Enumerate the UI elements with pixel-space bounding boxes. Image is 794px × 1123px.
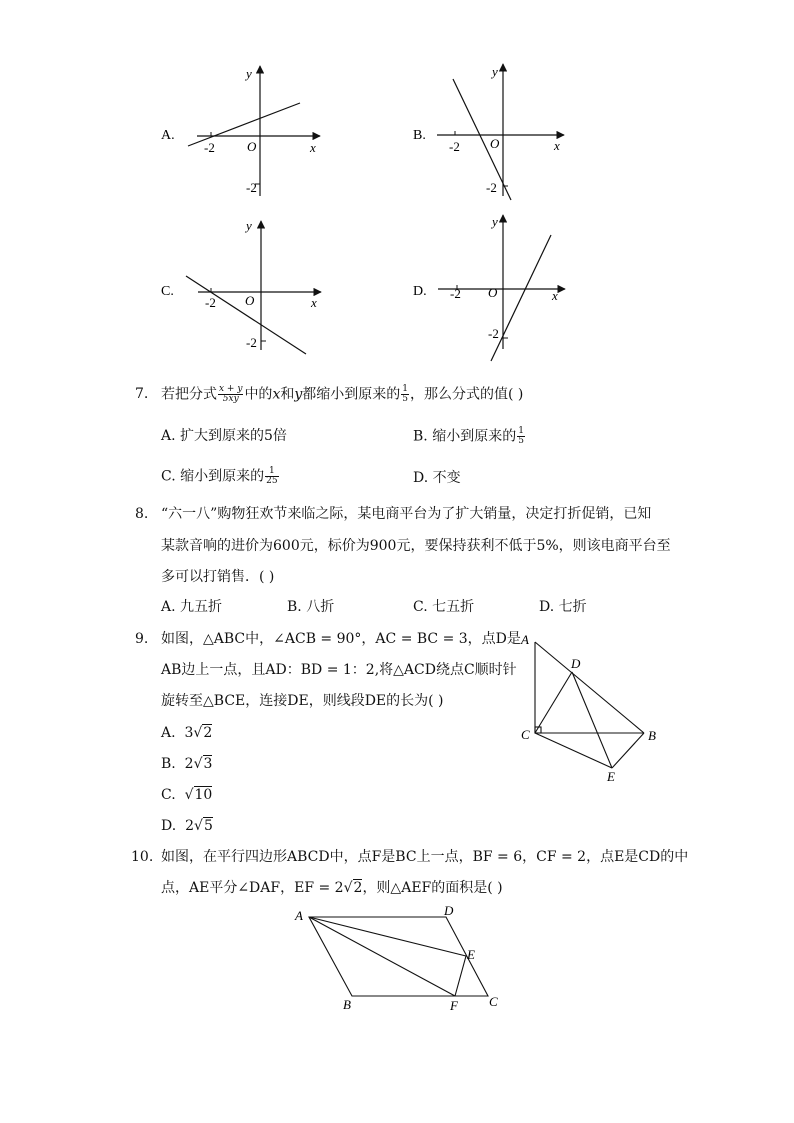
svg-text:y: y — [246, 66, 252, 81]
graph-c-label: C. — [161, 284, 174, 299]
q10-line-2: 点，AE平分∠DAF，EF = 2√2，则△AEF的面积是( ) — [161, 880, 503, 896]
graph-b-line — [453, 79, 511, 200]
svg-text:-2: -2 — [488, 326, 499, 341]
q7-option-a: A. 扩大到原来的5倍 — [161, 428, 287, 444]
q8-line-1: “六一八”购物狂欢节来临之际，某电商平台为了扩大销量，决定打折促销，已知 — [161, 506, 652, 522]
svg-text:A: A — [295, 908, 303, 923]
q10-figure — [290, 900, 510, 1015]
q9-number: 9. — [135, 631, 149, 647]
q9-figure — [515, 628, 665, 788]
graph-b — [413, 64, 564, 200]
svg-text:F: F — [450, 998, 458, 1013]
q8-option-d: D. 七折 — [539, 599, 587, 615]
q9-line-3: 旋转至△BCE，连接DE，则线段DE的长为( ) — [161, 693, 444, 709]
svg-text:y: y — [492, 214, 498, 229]
graph-options-figure — [0, 0, 794, 370]
graph-b-label: B. — [413, 128, 426, 143]
graph-d-line — [491, 235, 551, 361]
svg-text:E: E — [467, 947, 475, 962]
q7-fraction: $\frac{x + y}{5xy}$ — [219, 384, 243, 404]
q8-line-3: 多可以打销售．( ) — [161, 569, 275, 585]
q9-option-b: B. 2√3 — [161, 756, 213, 772]
q9-line-2: AB边上一点，且AD：BD = 1：2,将△ACD绕点C顺时针 — [161, 662, 517, 678]
q8-number: 8. — [135, 506, 149, 522]
q7-number: 7. — [135, 386, 149, 402]
q7-option-c: C. 缩小到原来的 $\frac{1}{25}$ — [161, 466, 278, 486]
svg-text:x: x — [554, 138, 560, 153]
q10-line-1: 如图，在平行四边形ABCD中，点F是BC上一点，BF = 6，CF = 2，点E是CD的中 — [161, 849, 689, 865]
graph-a — [161, 66, 320, 196]
svg-text:O: O — [247, 139, 257, 154]
svg-text:-2: -2 — [204, 140, 215, 155]
svg-text:y: y — [246, 218, 252, 233]
svg-text:O: O — [488, 285, 498, 300]
svg-text:C: C — [489, 994, 498, 1009]
svg-text:C: C — [521, 727, 530, 742]
graph-d — [413, 214, 565, 361]
svg-text:O: O — [245, 293, 255, 308]
q8-option-a: A. 九五折 — [161, 599, 223, 615]
svg-text:B: B — [343, 997, 351, 1012]
q7-option-d: D. 不变 — [413, 470, 461, 486]
svg-text:E: E — [607, 769, 615, 784]
svg-text:-2: -2 — [246, 335, 257, 350]
svg-text:x: x — [311, 295, 317, 310]
svg-text:B: B — [648, 728, 656, 743]
graph-c — [161, 218, 321, 354]
svg-text:D: D — [444, 903, 454, 918]
svg-text:O: O — [490, 136, 500, 151]
svg-text:x: x — [552, 288, 558, 303]
svg-text:-2: -2 — [486, 180, 497, 195]
svg-text:-2: -2 — [450, 286, 461, 301]
svg-text:-2: -2 — [246, 180, 257, 195]
svg-text:-2: -2 — [449, 139, 460, 154]
graph-a-label: A. — [161, 128, 175, 143]
svg-text:x: x — [310, 140, 316, 155]
q8-option-c: C. 七五折 — [413, 599, 475, 615]
q8-line-2: 某款音响的进价为600元，标价为900元，要保持获利不低于5%，则该电商平台至 — [161, 538, 671, 554]
q9-option-a: A. 3√2 — [161, 725, 213, 741]
q9-option-d: D. 2√5 — [161, 818, 213, 834]
q7-option-b: B. 缩小到原来的 $\frac{1}{5}$ — [413, 426, 524, 446]
svg-text:A: A — [521, 632, 529, 647]
q8-option-b: B. 八折 — [287, 599, 335, 615]
q9-line-1: 如图，△ABC中，∠ACB = 90°，AC = BC = 3，点D是 — [161, 631, 521, 647]
q9-option-c: C. √10 — [161, 787, 213, 803]
q7-stem: 若把分式 $\frac{x + y}{5xy}$ 中的x和y都缩小到原来的 $\frac{1}{5}$ ，那么分式的值( ) — [161, 384, 524, 404]
svg-text:-2: -2 — [205, 295, 216, 310]
svg-text:y: y — [492, 64, 498, 79]
svg-text:D: D — [571, 656, 581, 671]
graph-d-label: D. — [413, 284, 427, 299]
q10-number: 10. — [131, 849, 154, 865]
